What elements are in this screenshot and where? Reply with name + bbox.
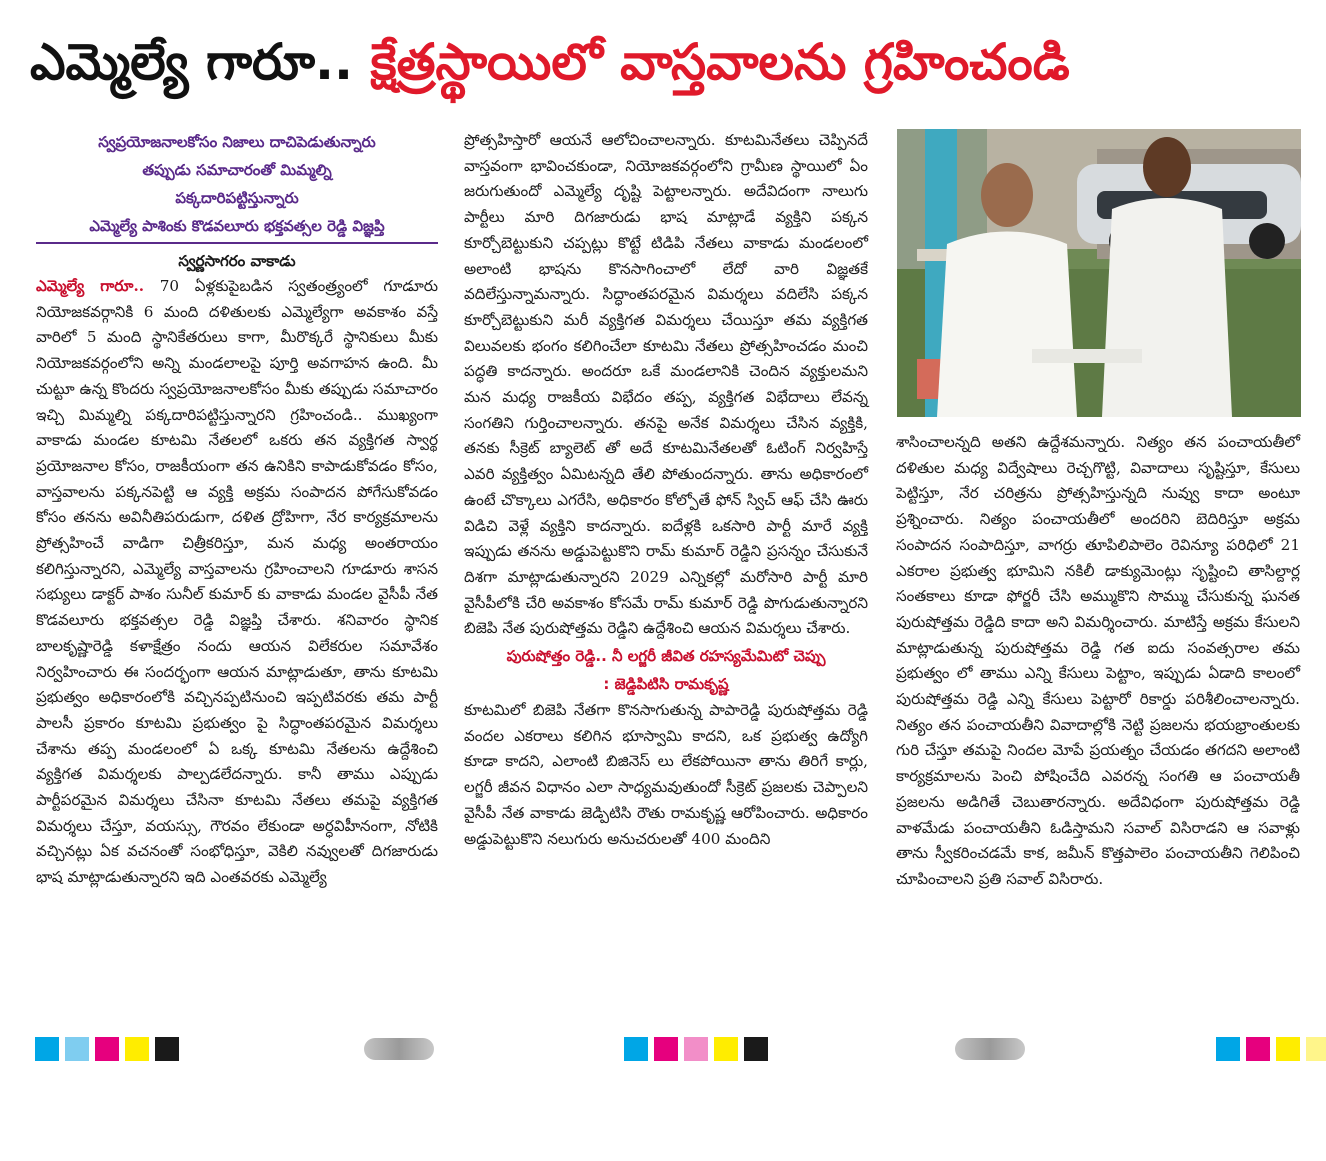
dateline: స్వర్ణసాగరం వాకాడు bbox=[178, 252, 296, 270]
reg-swatch-cyan bbox=[624, 1037, 648, 1061]
reg-swatch-magenta bbox=[1246, 1037, 1270, 1061]
subhead2-line-1: పురుషోత్తం రెడ్డి.. నీ లగ్జరీ జీవిత రహస్యమేమిటో చెప్పు bbox=[506, 647, 826, 666]
headline-part2: క్షేత్రస్థాయిలో వాస్తవాలను గ్రహించండి bbox=[370, 33, 1070, 91]
column-3 bbox=[896, 430, 1300, 893]
reg-swatch-cyan bbox=[1216, 1037, 1240, 1061]
color-registration-bar-center bbox=[624, 1037, 774, 1061]
column-3-body: శాసించాలన్నది అతని ఉద్దేశమన్నారు. నిత్యం తన పంచాయతీలో దళితుల మధ్య విద్వేషాలు రెచ్చగొట్టి, వివాదాలు సృష్టిస్తూ, కేసులు పెట్టిస్తూ, నేర చరిత్రను ప్రోత్సహిస్తున్నది నువ్వు కాదా అంటూ ప్రశ్నించారు. నిత్యం పంచాయతీలో అందరిని బెదిరిస్తూ అక్రమ సంపాదన సంపాదిస్తూ, వాగర్రు తూపిలిపాలెం రెవిన్యూ పరిధిలో 21 ఎకరాల ప్రభుత్వ భూమిని నకిలీ డాక్యుమెంట్లు సృష్టించి తాసిల్దార్ల సంతకాలు కూడా ఫోర్జరీ చేసి అమ్ముకొని సొమ్ము చేసుకున్న ఘనత పురుషోత్తమ రెడ్డిది కాదా అని విమర్శించారు. మాటిస్తే అక్రమ కేసులని మాట్లాడుతున్న పురుషోత్తమ రెడ్డి గత ఐదు సంవత్సరాల తమ ప్రభుత్వం లో తాము ఎన్ని కేసులు పెట్టాం, ఇప్పుడు ఏడాది కాలంలో పురుషోత్తమ రెడ్డి ఎన్ని కేసులు పెట్టారో రికార్డు పరిశీలించాలన్నారు. నిత్యం తన పంచాయతీని వివాదాల్లోకి నెట్టి ప్రజలను భయభ్రాంతులకు గురి చేస్తూ తమపై నిందల మోపే ప్రయత్నం చేయడం తగదని అలాంటి కార్యక్రమాలను పెంచి పోషించేది ఎవరన్న సంగతి ఆ పంచాయతీ ప్రజలను అడిగితే చెబుతారన్నారు. అదేవిధంగా పురుషోత్తమ రెడ్డి వాళమేడు పంచాయతీని ఓడిస్తామని సవాల్ విసిరాడని ఆ సవాళ్లు తాను స్వీకరించడమే కాక, జమీన్ కొత్తపాలెం పంచాయతీని గెలిపించి చూపించాలని ప్రతి సవాల్ విసిరారు. bbox=[896, 433, 1300, 888]
subhead-line-4: ఎమ్మెల్యే పాశింకు కొడవలూరు భక్తవత్సల రెడ్డి విజ్ఞప్తి bbox=[36, 212, 438, 244]
reg-swatch-black bbox=[155, 1037, 179, 1061]
reg-swatch-lightblue bbox=[65, 1037, 89, 1061]
subhead-line-3: పక్కదారిపట్టిస్తున్నారు bbox=[175, 189, 299, 207]
reg-swatch-yellow bbox=[1276, 1037, 1300, 1061]
column-2-body-2: కూటమిలో బిజెపి నేతగా కొనసాగుతున్న పాపారెడ్డి పురుషోత్తమ రెడ్డి వందల ఎకరాలు కలిగిన భూస్వామి కాదని, ఒక ప్రభుత్వ ఉద్యోగి కూడా కాదని, ఎలాంటి బిజినెస్ లు లేకపోయినా తాను తిరిగే కార్లు, లగ్జరీ జీవన విధానం ఎలా సాధ్యమవుతుందో సీక్రెట్ ప్రజలకు చెప్పాలని వైసీపీ నేత వాకాడు జెడ్పిటిసి రౌతు రామకృష్ణ ఆరోపించారు. అధికారం అడ్డుపెట్టుకొని నలుగురు అనుచరులతో 400 మందిని bbox=[464, 701, 868, 848]
headline-part1: ఎమ్మెల్యే గారూ.. bbox=[30, 33, 354, 91]
subhead-line-2: తప్పుడు సమాచారంతో మిమ్మల్ని bbox=[142, 161, 332, 179]
reg-swatch-magenta bbox=[654, 1037, 678, 1061]
reg-swatch-lightyellow bbox=[1306, 1037, 1326, 1061]
reg-swatch-black bbox=[744, 1037, 768, 1061]
column-2 bbox=[464, 128, 868, 852]
registration-pill-right bbox=[955, 1038, 1025, 1060]
column-2-body: ప్రోత్సహిస్తారో ఆయనే ఆలోచించాలన్నారు. కూటమినేతలు చెప్పినదే వాస్తవంగా భావించకుండా, నియోజకవర్గంలోని గ్రామీణ స్థాయిలో ఏం జరుగుతుందో ఎమ్మెల్యే దృష్టి పెట్టాలన్నారు. అదేవిదంగా నాలుగు పార్టీలు మారి దిగజారుడు భాష మాట్లాడే వ్యక్తిని పక్కన కూర్చోబెట్టుకుని చప్పట్లు కొట్టే టిడిపి నేతలు వాకాడు మండలంలో అలాంటి భాషను కొనసాగించాలో లేదో వారి విజ్ఞతకే వదిలేస్తున్నామన్నారు. సిద్ధాంతపరమైన విమర్శలు వదిలేసి పక్కన కూర్చోబెట్టుకుని మరీ వ్యక్తిగత విమర్శలు చేయిస్తూ తమ వ్యక్తిగత విలువలకు భంగం కలిగించేలా కూటమి నేతలు ప్రోత్సహించడం మంచి పద్ధతి కాదన్నారు. అందరూ ఒకే మండలానికి చెందిన వ్యక్తులమని మన మధ్య రాజకీయ విభేదం తప్ప, వ్యక్తిగత విభేదాలు లేవన్న సంగతిని గుర్తించాలన్నారు. తనపై అనేక విమర్శలు చేసిన వ్యక్తికి, తనకు సీక్రెట్ బ్యాలెట్ తో అదే కూటమినేతలతో ఓటింగ్ నిర్వహిస్తే ఎవరి వ్యక్తిత్వం ఏమిటన్నది తేలి పోతుందన్నారు. తాను అధికారంలో ఉంటే చొక్కాలు ఎగరేసి, అధికారం కోల్పోతే ఫోన్ స్విచ్ ఆఫ్ చేసి ఊరు విడిచి వెళ్లే వ్యక్తిని కాదన్నారు. ఐదేళ్లకి ఒకసారి పార్టీ మారే వ్యక్తి ఇప్పుడు తనను అడ్డుపెట్టుకొని రామ్ కుమార్ రెడ్డిని ప్రసన్నం చేసుకునే దిశగా మాట్లాడుతున్నారని 2029 ఎన్నికల్లో మరోసారి పార్టీ మారి వైసీపీలోకి చేరి అవకాశం కోసమే రామ్ కుమార్ రెడ్డి పొగుడుతున్నారని బిజెపి నేత పురుషోత్తమ రెడ్డిని ఉద్దేశించి ఆయన విమర్శలు చేశారు. bbox=[464, 131, 868, 638]
photo-illustration bbox=[897, 129, 1301, 417]
column-1 bbox=[36, 128, 438, 891]
reg-swatch-magenta bbox=[95, 1037, 119, 1061]
column-1-body: 70 ఏళ్లకుపైబడిన స్వతంత్ర్యంలో గూడూరు నియోజకవర్గానికి 6 మంది దళితులకు ఎమ్మెల్యేగా అవకాశం వస్తే వారిలో 5 మంది స్థానికేతరులు కాగా, మీరొక్కరే స్థానికులు మీకు నియోజకవర్గంలోని అన్ని మండలాలపై పూర్తి అవగాహన ఉంది. మీ చుట్టూ ఉన్న కొందరు స్వప్రయోజనాలకోసం మీకు తప్పుడు సమాచారం ఇచ్చి మిమ్మల్ని పక్కదారిపట్టిస్తున్నారని గ్రహించండి.. ముఖ్యంగా వాకాడు మండల కూటమి నేతలలో ఒకరు తన వ్యక్తిగత స్వార్థ ప్రయోజనాల కోసం, రాజకీయంగా తన ఉనికిని కాపాడుకోవడం కోసం, వాస్తవాలను పక్కనపెట్టి ఆ వ్యక్తి అక్రమ సంపాదన పోగేసుకోవడం కోసం తనను అవినీతిపరుడుగా, దళిత ద్రోహిగా, నేర కార్యక్రమాలను ప్రోత్సహించే వాడిగా చిత్రీకరిస్తూ, మన మధ్య అంతరాయం కలిగిస్తున్నారని, ఎమ్మెల్యే వాస్తవాలను గ్రహించాలని గూడూరు శాసన సభ్యులు డాక్టర్ పాశం సునీల్ కుమార్ కు వాకాడు మండల వైసీపీ నేత కొడవలూరు భక్తవత్సల రెడ్డి విజ్ఞప్తి చేశారు. శనివారం స్థానిక బాలకృష్ణారెడ్డి కళాక్షేత్రం నందు ఆయన విలేకరుల సమావేశం నిర్వహించారు ఈ సందర్భంగా ఆయన మాట్లాడుతూ, తాను కూటమి ప్రభుత్వం అధికారంలోకి వచ్చినప్పటినుంచి ఇప్పటివరకు తమ పార్టీ పాలసీ ప్రకారం కూటమి ప్రభుత్వం పై సిద్ధాంతపరమైన విమర్శలు చేశాను తప్ప మండలంలో ఏ ఒక్క కూటమి నేతలను ఉద్దేశించి వ్యక్తిగత విమర్శలకు పాల్పడలేదన్నారు. కానీ తాము ఎప్పుడు పార్టీపరమైన విమర్శలు చేసినా కూటమి నేతలు తమపై వ్యక్తిగత విమర్శలు చేస్తూ, వయస్సు, గౌరవం లేకుండా అర్ధవిహీనంగా, నోటికి వచ్చినట్లు ఏక వచనంతో సంభోధిస్తూ, వెకిలి నవ్వులతో దిగజారుడు భాష మాట్లాడుతున్నారని ఇది ఎంతవరకు ఎమ్మెల్యే bbox=[36, 277, 438, 887]
lead-text: ఎమ్మెల్యే గారూ.. bbox=[36, 277, 145, 295]
column-1-text bbox=[36, 274, 438, 891]
reg-swatch-pink bbox=[684, 1037, 708, 1061]
color-registration-bar-left bbox=[35, 1037, 185, 1061]
color-registration-bar-right bbox=[1216, 1037, 1326, 1061]
reg-swatch-cyan bbox=[35, 1037, 59, 1061]
reg-swatch-yellow bbox=[714, 1037, 738, 1061]
news-photo bbox=[897, 129, 1301, 417]
registration-pill-left bbox=[364, 1038, 434, 1060]
subhead2-line-2: : జెడ్డిపిటిసి రామకృష్ణ bbox=[603, 675, 729, 694]
subhead-line-1: స్వప్రయోజనాలకోసం నిజాలు దాచిపెడుతున్నారు bbox=[98, 133, 376, 151]
reg-swatch-yellow bbox=[125, 1037, 149, 1061]
headline bbox=[30, 22, 1300, 102]
